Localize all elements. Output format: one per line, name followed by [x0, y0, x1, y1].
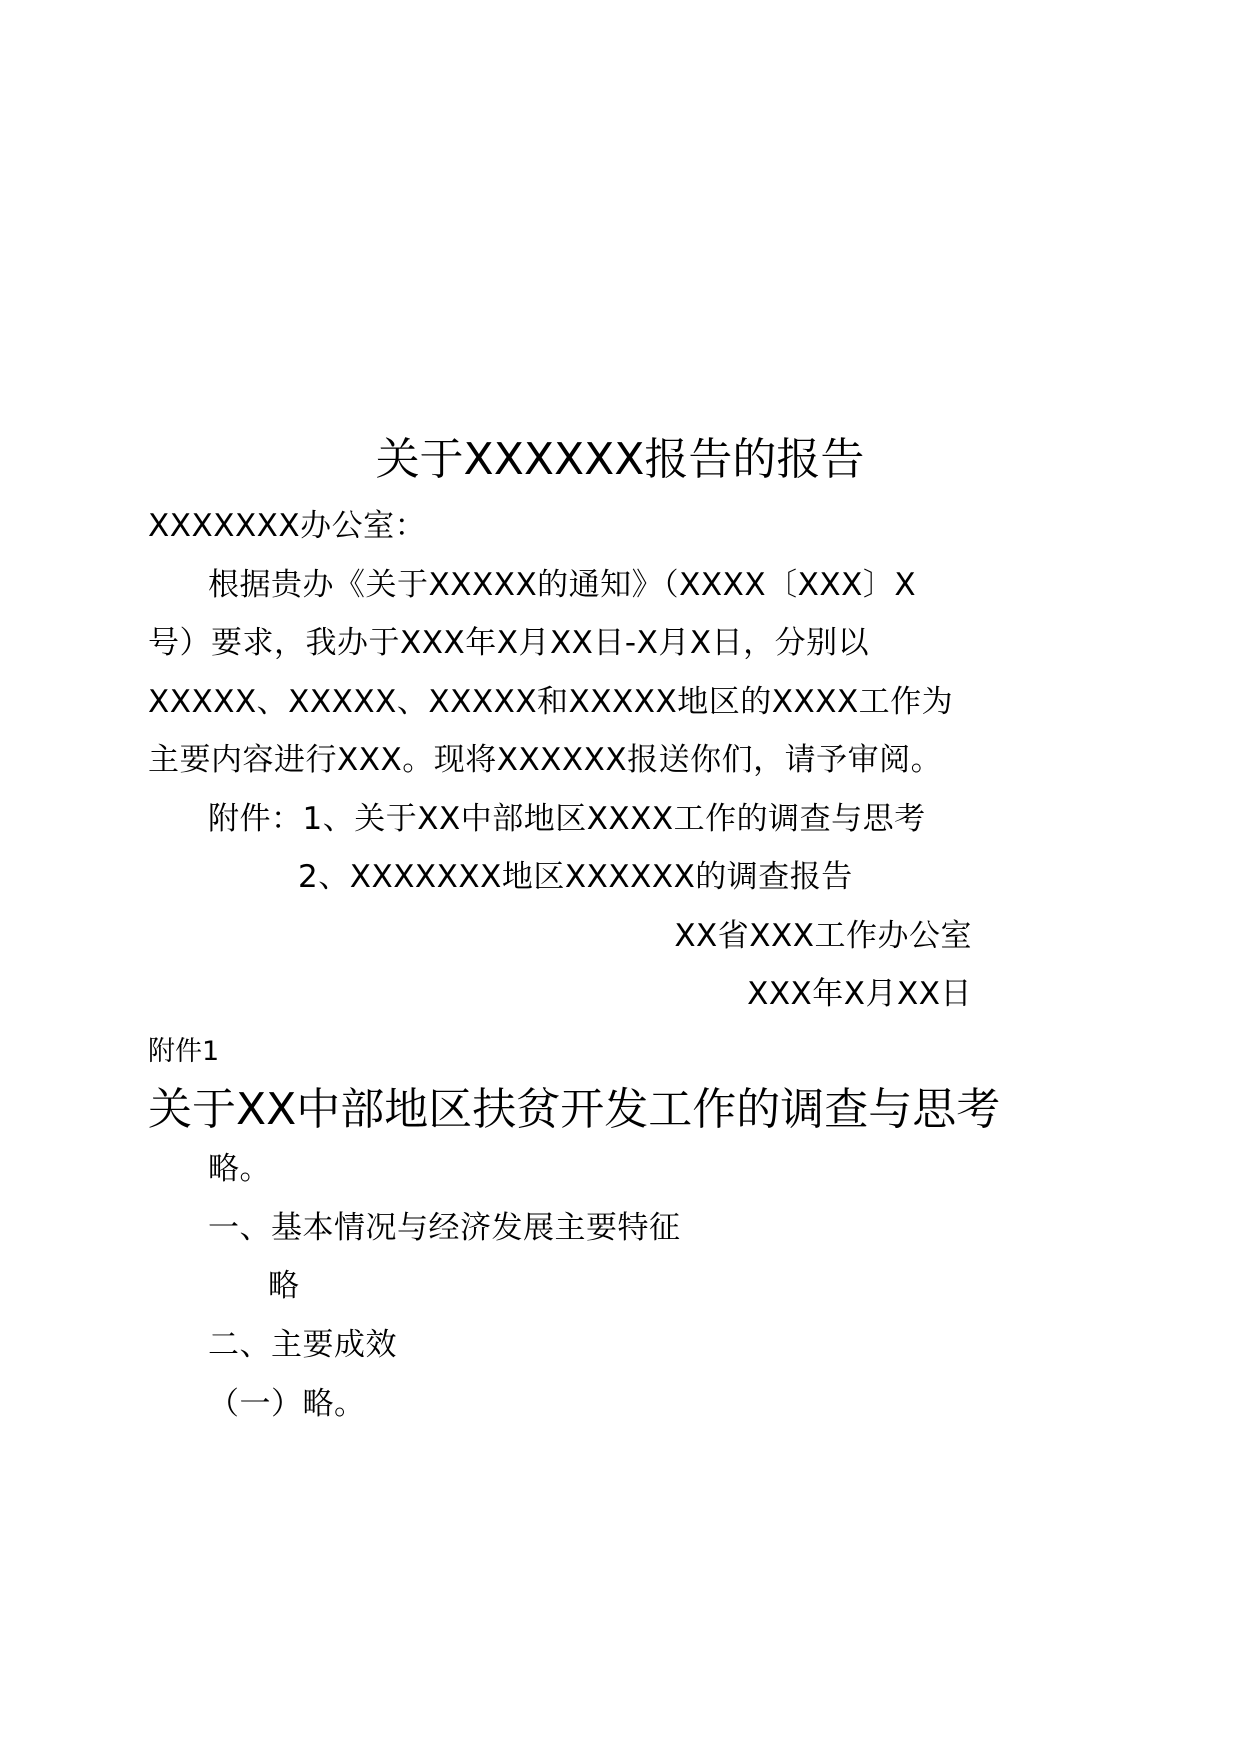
body-line-2: 号）要求，我办于XXX年X月XX日-X月X日，分别以 [148, 625, 870, 661]
section-item-1: （一）略。 [208, 1386, 366, 1422]
attachment-label: 附件1 [148, 1036, 220, 1067]
body-line-3: XXXXX、XXXXX、XXXXX和XXXXX地区的XXXX工作为 [148, 684, 954, 720]
salutation: XXXXXXX办公室： [148, 508, 427, 544]
body-line-4: 主要内容进行XXX。现将XXXXXX报送你们，请予审阅。 [148, 742, 943, 778]
section-heading-2: 二、主要成效 [208, 1327, 397, 1363]
section-heading-1: 一、基本情况与经济发展主要特征 [208, 1210, 681, 1246]
signature-date: XXX年X月XX日 [747, 976, 972, 1012]
section-body-1: 略 [268, 1268, 300, 1304]
document-title: 关于XXXXXX报告的报告 [375, 434, 865, 485]
signature-organization: XX省XXX工作办公室 [674, 918, 972, 954]
attachment-list-item-2: 2、XXXXXXX地区XXXXXX的调查报告 [298, 859, 853, 895]
attachment-intro: 略。 [208, 1151, 271, 1187]
attachment-title: 关于XX中部地区扶贫开发工作的调查与思考 [148, 1084, 1001, 1135]
attachment-list-item-1: 附件：1、关于XX中部地区XXXX工作的调查与思考 [208, 801, 926, 837]
body-line-1: 根据贵办《关于XXXXX的通知》（XXXX〔XXX〕X [208, 567, 917, 603]
